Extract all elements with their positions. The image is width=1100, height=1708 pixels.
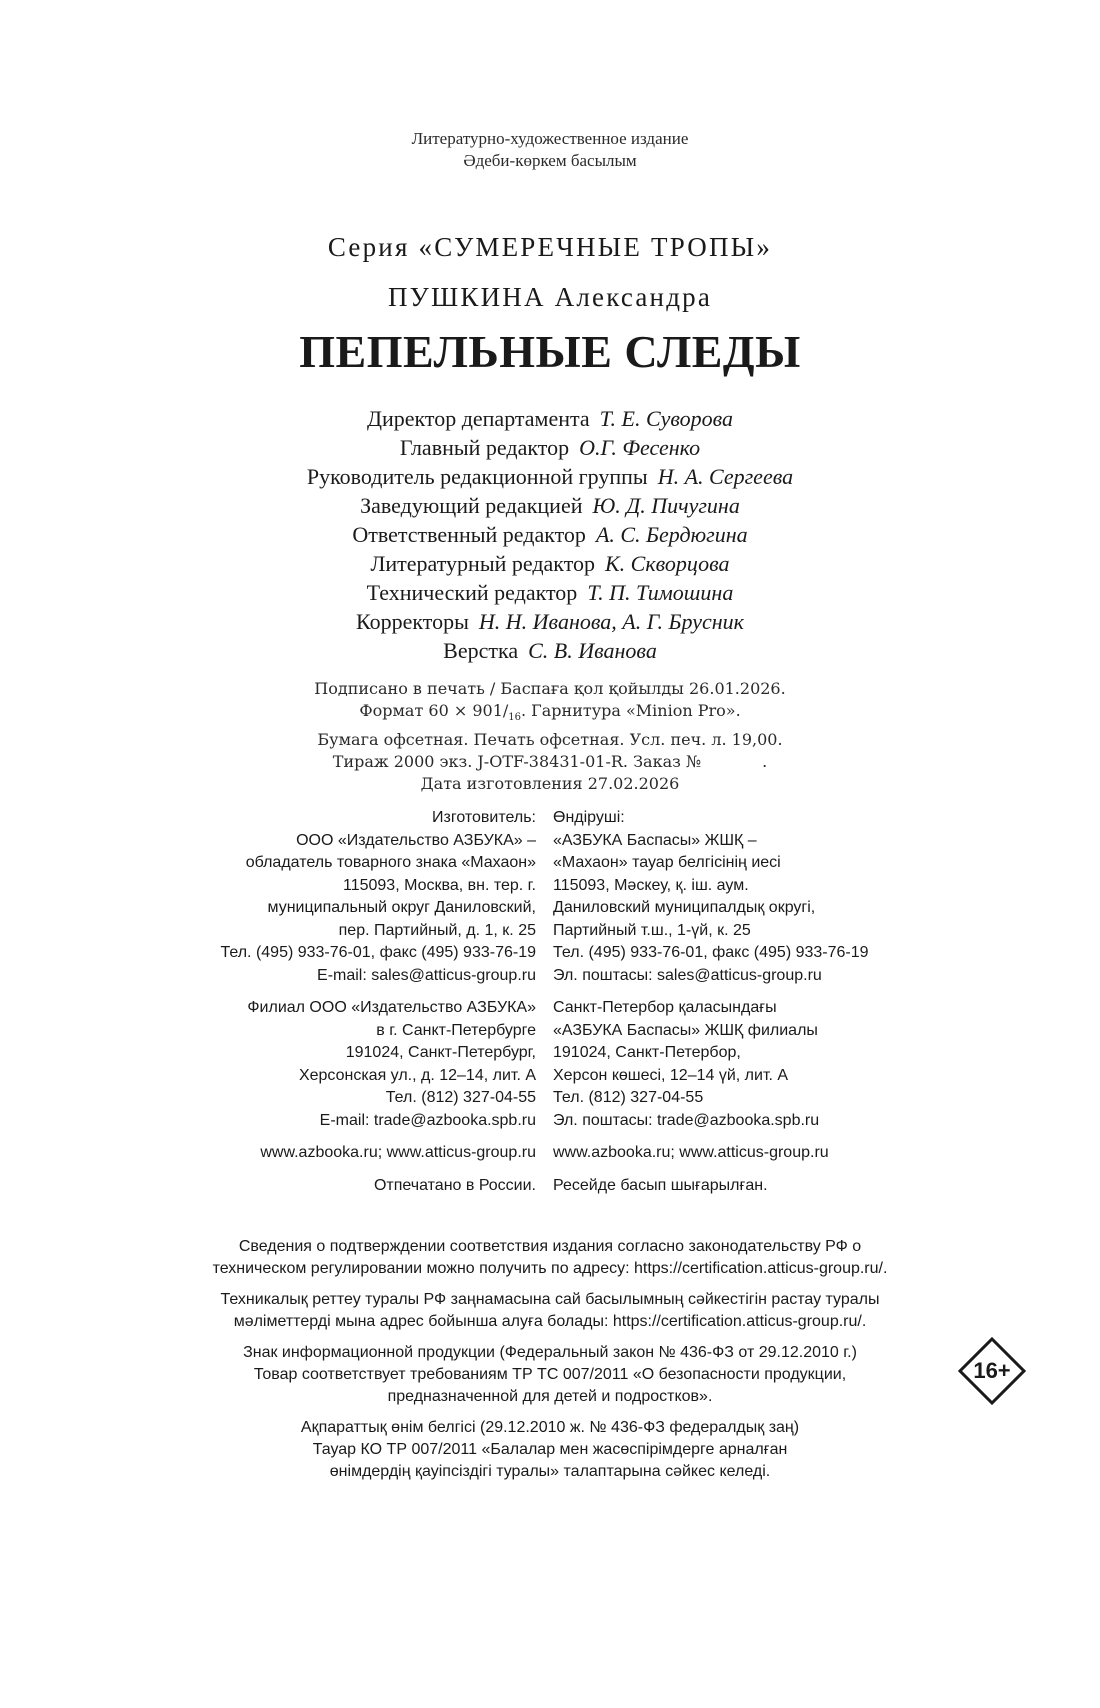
print-info: [0, 678, 1100, 795]
text-line: Тауар КО ТР 007/2011 «Балалар мен жасөспірімдерге арналған: [312, 1441, 788, 1458]
credit-name: А. С. Бердюгина: [595, 522, 748, 547]
text-line: 191024, Санкт-Петербор,: [553, 1044, 741, 1061]
genre-note: [0, 128, 1100, 172]
text-line: «АЗБУКА Баспасы» ЖШҚ –: [553, 831, 757, 849]
credit-row: [0, 404, 1100, 433]
website-links[interactable]: www.azbooka.ru; www.atticus-group.ru: [553, 1144, 829, 1161]
credit-row: [0, 520, 1100, 549]
text-line: муниципальный округ Даниловский,: [267, 899, 536, 916]
text-line: Санкт-Петербор қаласындағы: [553, 999, 777, 1016]
paper-line: Бумага офсетная. Печать офсетная. Усл. печ. л. 19,00.: [317, 730, 783, 750]
email-line: E-mail: sales@atticus-group.ru: [317, 966, 536, 984]
age-rating-badge: [958, 1337, 1026, 1405]
credit-name: С. В. Иванова: [528, 638, 657, 663]
credit-row: [0, 433, 1100, 462]
credit-name: О.Г. Фесенко: [579, 435, 701, 460]
text-line: 115093, Мәскеу, қ. іш. аум.: [553, 876, 749, 894]
printed-in-kz: [553, 1175, 1100, 1198]
printed-in-ru: [0, 1175, 553, 1198]
text-line: Филиал ООО «Издательство АЗБУКА»: [247, 999, 536, 1016]
text-line: Ресейде басып шығарылған.: [553, 1176, 768, 1194]
book-title: ПЕПЕЛЬНЫЕ СЛЕДЫ: [299, 326, 801, 377]
credit-role: Литературный редактор: [370, 551, 596, 576]
text-line: Тел. (812) 327-04-55: [385, 1089, 536, 1106]
credits-list: [0, 404, 1100, 665]
legal-notices: [0, 1236, 1100, 1492]
text-line: предназначенной для детей и подростков».: [387, 1388, 713, 1405]
signed-to-print: Подписано в печать / Баспаға қол қойылды 26.01.2026.: [314, 679, 786, 698]
credit-role: Технический редактор: [366, 580, 578, 605]
text-line: Тел. (812) 327-04-55: [553, 1089, 704, 1106]
text-line: пер. Партийный, д. 1, к. 25: [338, 921, 536, 939]
author-name: ПУШКИНА Александра: [387, 282, 713, 312]
format-fraction-numerator: 1/: [492, 701, 509, 720]
credit-row: [0, 462, 1100, 491]
text-line: Изготовитель:: [432, 809, 536, 826]
text-line: Ақпараттық өнім белгісі (29.12.2010 ж. № 436-ФЗ федералдық заң): [300, 1419, 800, 1436]
email-line: Эл. поштасы: trade@azbooka.spb.ru: [553, 1111, 820, 1129]
text-line: Товар соответствует требованиям ТР ТС 007/2011 «О безопасности продукции,: [253, 1366, 847, 1383]
credit-name: Н. Н. Иванова, А. Г. Брусник: [478, 609, 744, 634]
websites-ru: [0, 1142, 553, 1165]
text-line: Тел. (495) 933-76-01, факс (495) 933-76-19: [220, 944, 536, 961]
credit-row: [0, 636, 1100, 665]
text-line: Даниловский муниципалдық округі,: [553, 899, 816, 916]
format-suffix: . Гарнитура «Minion Pro».: [521, 701, 741, 720]
text-line: Херсонская ул., д. 12–14, лит. А: [298, 1066, 536, 1084]
manufacturer-info: [0, 807, 1100, 1207]
format-prefix: Формат 60 × 90: [359, 701, 493, 720]
text-line: өнімдердің қауіпсіздігі туралы» талаптарына сәйкес келеді.: [329, 1463, 771, 1480]
text-line: ООО «Издательство АЗБУКА» –: [296, 831, 536, 849]
genre-ru: Литературно-художественное издание: [411, 129, 689, 148]
certification-kz: [0, 1289, 1100, 1333]
manufacturer-moscow-kz: [553, 807, 1100, 987]
credit-role: Главный редактор: [399, 435, 570, 460]
credit-row: [0, 607, 1100, 636]
credit-name: Ю. Д. Пичугина: [592, 493, 740, 518]
credit-name: Т. Е. Суворова: [599, 406, 734, 431]
credit-role: Корректоры: [356, 609, 469, 634]
email-line: E-mail: trade@azbooka.spb.ru: [319, 1111, 536, 1129]
text-line: Партийный т.ш., 1-үй, к. 25: [553, 921, 751, 939]
credit-role: Руководитель редакционной группы: [306, 464, 648, 489]
genre-kz: Әдеби-көркем басылым: [463, 151, 637, 170]
text-line: в г. Санкт-Петербурге: [376, 1021, 536, 1039]
text-line: Херсон көшесі, 12–14 үй, лит. А: [553, 1066, 789, 1084]
age-notice-kz: [0, 1417, 1100, 1483]
text-line: Тел. (495) 933-76-01, факс (495) 933-76-19: [553, 944, 869, 961]
email-line: Эл. поштасы: sales@atticus-group.ru: [553, 966, 822, 984]
printed-in: [0, 1175, 1100, 1198]
credit-role: Верстка: [443, 638, 519, 663]
text-line: Знак информационной продукции (Федеральный закон № 436-ФЗ от 29.12.2010 г.): [243, 1344, 857, 1361]
text-line: 191024, Санкт-Петербург,: [345, 1044, 536, 1061]
credit-row: [0, 491, 1100, 520]
manufacture-date: Дата изготовления 27.02.2026: [420, 774, 680, 794]
credit-name: Н. А. Сергеева: [657, 464, 794, 489]
text-line: мәліметтерді мына адрес бойынша алуға болады: https://certification.atticus-group.ru/.: [233, 1313, 867, 1330]
credit-role: Ответственный редактор: [352, 522, 586, 547]
series-title: Серия «СУМЕРЕЧНЫЕ ТРОПЫ»: [327, 232, 773, 262]
text-line: Сведения о подтверждении соответствия издания согласно законодательству РФ о: [238, 1238, 862, 1255]
format-line: [0, 700, 1100, 729]
text-line: обладатель товарного знака «Махаон»: [245, 854, 536, 871]
text-line: «Махаон» тауар белгісінің иесі: [553, 854, 781, 871]
text-line: Техникалық реттеу туралы РФ заңнамасына сай басылымның сәйкестігін растау туралы: [220, 1291, 880, 1308]
age-rating-label: 16+: [973, 1358, 1011, 1383]
text-line: Отпечатано в России.: [373, 1176, 536, 1194]
credit-name: Т. П. Тимошина: [587, 580, 734, 605]
manufacturer-spb-kz: [553, 997, 1100, 1132]
text-line: «АЗБУКА Баспасы» ЖШҚ филиалы: [553, 1021, 818, 1039]
credit-name: К. Скворцова: [605, 551, 730, 576]
websites: [0, 1142, 1100, 1165]
certification-ru: [0, 1236, 1100, 1280]
credit-role: Заведующий редакцией: [360, 493, 583, 518]
manufacturer-spb: [0, 997, 1100, 1132]
text-line: техническом регулировании можно получить по адресу: https://certification.atticus-group.ru/.: [212, 1260, 888, 1277]
run-line: Тираж 2000 экз. J-OTF-38431-01-R. Заказ № .: [332, 752, 768, 772]
website-links[interactable]: www.azbooka.ru; www.atticus-group.ru: [260, 1144, 536, 1161]
age-notice-ru: [0, 1342, 1100, 1408]
text-line: Өндіруші:: [553, 809, 625, 826]
credit-row: [0, 578, 1100, 607]
credit-role: Директор департамента: [366, 406, 590, 431]
credit-row: [0, 549, 1100, 578]
manufacturer-spb-ru: [0, 997, 553, 1132]
format-fraction-denominator: 16: [508, 712, 521, 724]
text-line: 115093, Москва, вн. тер. г.: [343, 876, 536, 894]
manufacturer-moscow: [0, 807, 1100, 987]
manufacturer-moscow-ru: [0, 807, 553, 987]
websites-kz: [553, 1142, 1100, 1165]
